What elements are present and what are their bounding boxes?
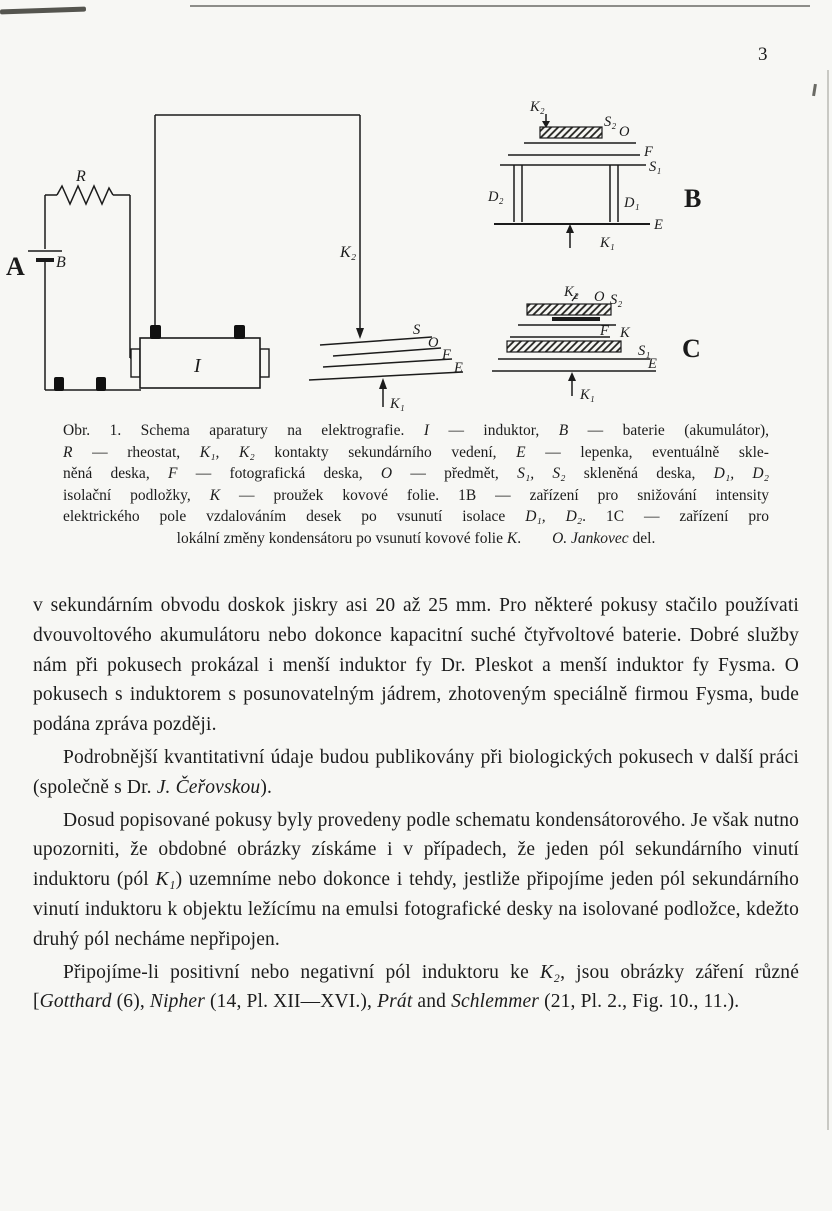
label-f-a: F — [442, 347, 451, 363]
label-k-c: K — [620, 325, 630, 341]
caption-line: elektrického pole vzdalováním desek po vsunutí isolace D₁, D₂. 1C — zařízení pro — [63, 508, 769, 525]
label-f-b: F — [644, 144, 653, 160]
label-s-a: S — [413, 322, 421, 338]
paragraph-2: Podrobnější kvantitativní údaje budou publikovány při biologických pokusech v další práci (společně s Dr. J. Čeřovskou). — [33, 746, 799, 798]
label-k2-a: K₂ — [340, 244, 357, 261]
binding-post — [150, 325, 161, 339]
figure-1-schematic — [0, 95, 832, 427]
label-o-c: O — [594, 289, 605, 305]
label-k2-b: K₂ — [530, 99, 545, 115]
binding-post — [234, 325, 245, 339]
label-d1-b: D₁ — [624, 195, 640, 211]
caption-line: R — rheostat, K₁, K₂ kontakty sekundárního vedení, E — lepenka, eventuálně skle- — [63, 443, 769, 461]
circuit-c-arrows — [568, 372, 576, 381]
label-k1-c: K₁ — [580, 387, 595, 403]
binding-post — [96, 377, 106, 391]
paragraph-1: v sekundárním obvodu doskok jiskry asi 20 až 25 mm. Pro některé pokusy stačilo používati dvouvoltového akumulátoru nebo dokonce kapacitní suché čtyřvoltové baterie. Dobré služby nám při pokusech prokázal i menší induktor fy Dr. Pleskot a menší induktor fy Fysma. O pokusech s induktorem s posunovatelným jádrem, zhotoveným speciálně firmou Fysma, bude podána zpráva později. — [33, 595, 799, 736]
label-panel-c: C — [682, 334, 701, 363]
label-k1-b: K₁ — [600, 235, 615, 251]
label-d2-b: D₂ — [488, 189, 504, 205]
paragraph-4: Připojíme-li positivní nebo negativní pól induktoru ke K₂, jsou obrázky záření různé [Gotthard (6), Nipher (14, Pl. XII—XVI.), Prát and Schlemmer (21, Pl. 2., Fig. 10., 11.). — [33, 961, 799, 1013]
label-battery: B — [56, 254, 66, 271]
label-o-b: O — [619, 124, 630, 140]
label-s1-b: S₁ — [649, 159, 662, 175]
arrow-k2 — [356, 328, 364, 339]
caption-line: isolační podložky, K — proužek kovové folie. 1B — zařízení pro snižování intensity — [63, 486, 770, 504]
label-s2-b: S₂ — [604, 114, 617, 130]
label-s1-c: S₁ — [638, 343, 651, 359]
label-k1-a: K₁ — [390, 396, 405, 412]
body-text — [33, 591, 799, 1020]
page-number: 3 — [758, 44, 768, 65]
label-e-a: E — [454, 360, 463, 376]
label-e-b: E — [654, 217, 663, 233]
caption-line-last: lokální změny kondensátoru po vsunutí kovové folie K. O. Jankovec del. — [176, 529, 656, 547]
scan-artifact-corner — [0, 7, 86, 15]
label-s2-c: S₂ — [610, 292, 623, 308]
figure-caption — [63, 420, 769, 549]
label-k2-c: K₂ — [564, 284, 579, 300]
binding-post — [54, 377, 64, 391]
label-panel-a: A — [6, 252, 25, 281]
caption-line: něná deska, F — fotografická deska, O — předmět, S₁, S₂ skleněná deska, D₁, D₂ — [63, 465, 769, 482]
label-f-c: F — [600, 323, 609, 339]
label-o-a: O — [428, 335, 439, 351]
caption-line: Obr. 1. Schema aparatury na elektrografie. I — induktor, B — baterie (akumulátor), — [63, 422, 770, 439]
label-rheostat: R — [76, 168, 86, 185]
label-inductor: I — [194, 355, 201, 377]
paragraph-3: Dosud popisované pokusy byly provedeny podle schematu kondensátorového. Je však nutno upozorniti, že obdobné obrázky získáme i v případech, že jeden pól sekundárního vinutí induktoru (pól K₁) uzemníme nebo dokonce i tehdy, jestliže připojíme jeden pól sekundárního vinutí induktoru k objektu ležícímu na emulsi fotografické desky na isolované podložce, kdežto druhý pól necháme nepřipojen. — [33, 809, 799, 950]
label-panel-b: B — [684, 184, 702, 213]
circuit-a-parts — [54, 325, 387, 391]
scan-artifact-top-line — [190, 5, 810, 7]
label-e-c: E — [648, 356, 657, 372]
arrow-k1 — [379, 378, 387, 389]
